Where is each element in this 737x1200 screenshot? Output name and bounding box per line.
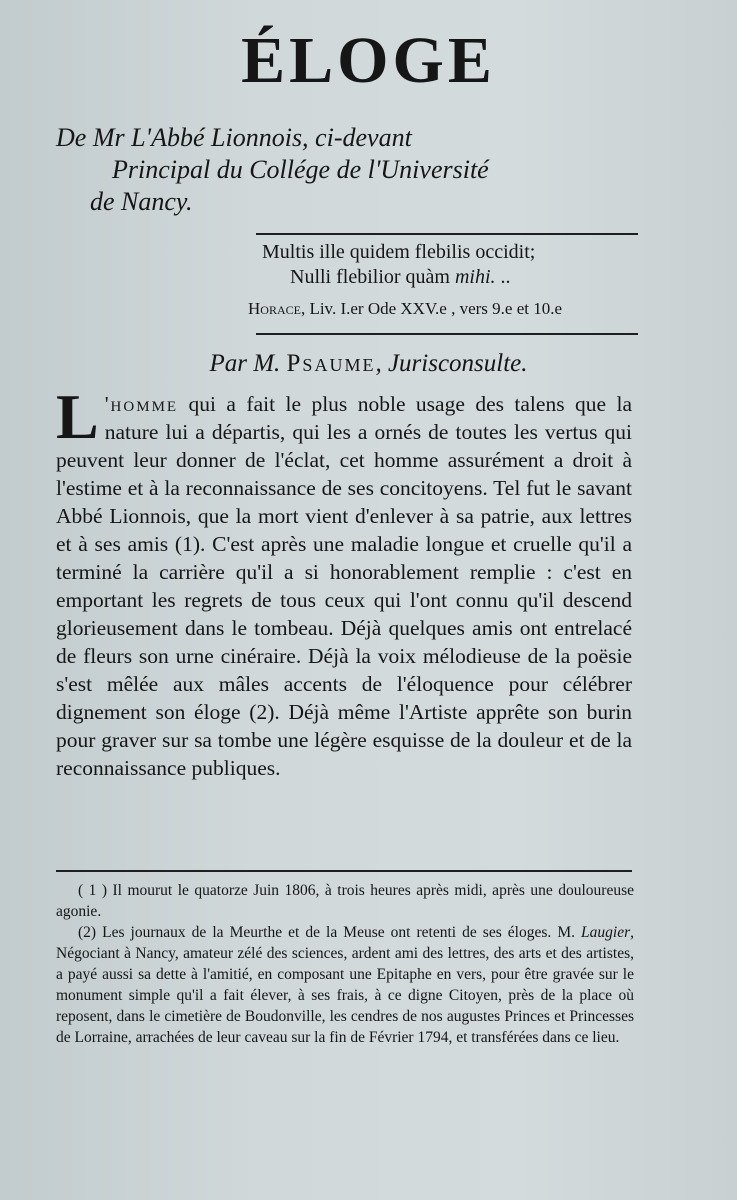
footnote-2-name: Laugier: [581, 924, 631, 941]
epigraph-bottom-rule: [256, 333, 638, 335]
epigraph-line-2-italic: mihi.: [454, 266, 496, 288]
subtitle-line-2: Principal du Collége de l'Université: [112, 155, 489, 184]
epigraph-reference-author: Horace: [248, 299, 301, 318]
byline: [0, 350, 737, 378]
byline-prefix: Par M.: [209, 350, 281, 377]
footnote-2: [56, 922, 634, 1048]
epigraph-reference-rest: , Liv. I.er Ode XXV.e , vers 9.e et 10.e: [300, 299, 563, 318]
epigraph-line-2: [262, 265, 632, 290]
body-first-word: 'homme: [104, 392, 179, 416]
page-title: ÉLOGE: [241, 24, 496, 97]
footnotes: [56, 880, 634, 1048]
footnote-2-prefix: (2) Les journaux de la Meurthe et de la Meuse ont retenti de ses éloges. M.: [78, 924, 575, 941]
epigraph: [262, 240, 632, 290]
epigraph-line-2-suffix: ..: [500, 266, 511, 288]
subtitle-line-3: de Nancy.: [90, 187, 193, 216]
subtitle-line-1: De Mr L'Abbé Lionnois, ci-devant: [56, 123, 412, 152]
byline-author: Psaume: [286, 350, 376, 377]
footnote-rule: [56, 870, 632, 872]
drop-cap: L: [56, 381, 99, 452]
body-paragraph: [56, 381, 632, 782]
epigraph-line-2-prefix: Nulli flebilior quàm: [290, 266, 450, 288]
epigraph-line-1: Multis ille quidem flebilis occidit;: [262, 241, 536, 263]
byline-suffix: , Jurisconsulte.: [375, 350, 528, 377]
epigraph-reference: [248, 299, 638, 319]
subtitle: [56, 122, 636, 218]
footnote-1: ( 1 ) Il mourut le quatorze Juin 1806, à trois heures après midi, après une douloureuse agonie.: [56, 882, 634, 920]
epigraph-top-rule: [256, 233, 638, 235]
body-text: qui a fait le plus noble usage des talens que la nature lui a départis, qui les a ornés de toutes les vertus qui peuvent leur donner de l'éclat, cet homme assurément a droit à l'estime et à la reconnaissance de ses concitoyens. Tel fut le savant Abbé Lionnois, que la mort vient d'enlever à sa patrie, aux lettres et à ses amis (1). C'est après une maladie longue et cruelle qu'il a terminé la carrière qu'il a si honorablement remplie : c'est en emportant les regrets de tous ceux qui l'ont connu qu'il descend glorieusement dans le tombeau. Déjà quelques amis ont entrelacé de fleurs son urne cinéraire. Déjà la voix mélodieuse de la poësie s'est mêlée aux mâles accents de l'éloquence pour célébrer dignement son éloge (2). Déjà même l'Artiste apprête son burin pour graver sur sa tombe une légère esquisse de la douleur et de la reconnaissance publiques.: [56, 392, 632, 780]
footnote-2-rest: , Négociant à Nancy, amateur zélé des sciences, ardent ami des lettres, des arts et des artistes, a payé aussi sa dette à l'amitié, en composant une Epitaphe en vers, pour être gravée sur le monument simple qu'il a fait élever, à ses frais, à ce digne Citoyen, près de la place où reposent, dans le cimetière de Boudonville, les cendres de nos augustes Princes et Princesses de Lorraine, arrachées de leur caveau sur la fin de Février 1794, et transférées dans ce lieu.: [56, 924, 634, 1046]
